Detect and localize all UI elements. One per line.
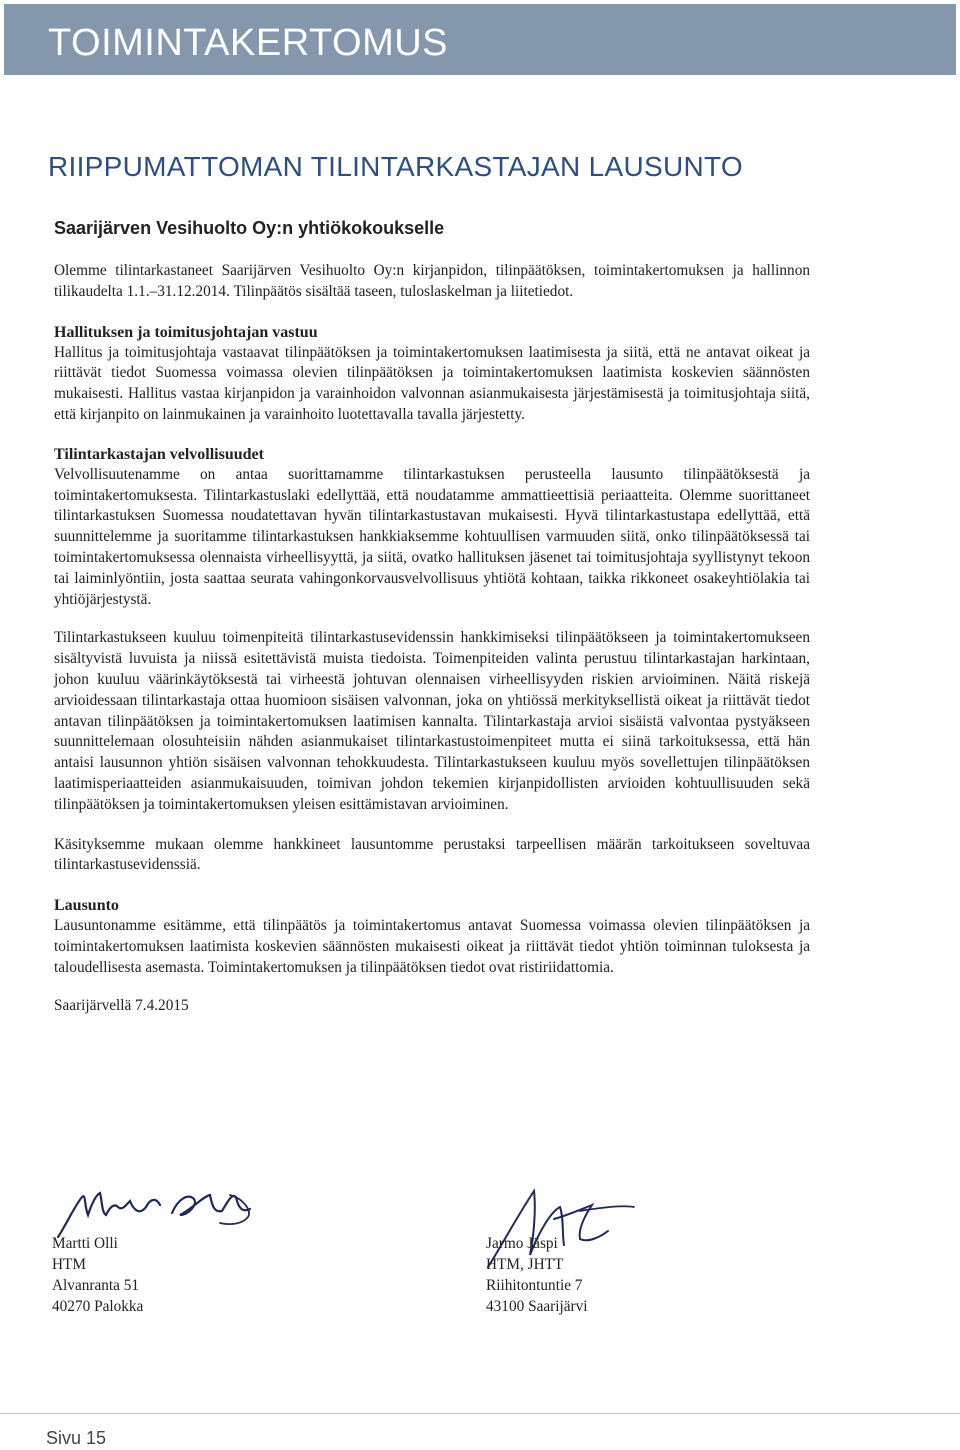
opinion-section: [54, 895, 810, 978]
signatory-postal: 40270 Palokka: [52, 1298, 144, 1315]
page-number: Sivu 15: [46, 1428, 107, 1448]
procedures-paragraph: Tilintarkastukseen kuuluu toimenpiteitä tilintarkastusevidenssin hankkimiseksi tilinpäätökseen ja toimintakertomukseen sisältyvistä luvuista ja niissä esitettävistä muista tiedoista. Toimenpiteiden valinta perustuu tilintarkastajan harkintaan, johon kuuluu väärinkäytöksestä tai virheestä johtuvan olennaisen virheellisyyden riskien arvioiminen. Näitä riskejä arvioidessaan tilintarkastaja ottaa huomioon sisäisen valvonnan, joka on yhtiössä merkityksellistä oikeat ja riittävät tiedot antavan tilinpäätöksen ja toimintakertomuksen laatimisen kannalta. Tilintarkastaja arvioi sisäistä valvontaa pystyäkseen suunnittelemaan olosuhteisiin nähden asianmukaiset tilintarkastustoimenpiteet mutta ei siinä tarkoituksessa, että hän antaisi lausunnon yhtiön sisäisen valvonnan tehokkuudesta. Tilintarkastukseen kuuluu myös sovellettujen tilinpäätöksen laatimisperiaatteiden asianmukaisuuden, toimivan johdon tekemien kirjanpidollisten arvioiden kohtuullisuuden sekä tilinpäätöksen ja toimintakertomuksen yleisen esittämistavan arvioiminen.: [54, 629, 810, 813]
place-and-date: Saarijärvellä 7.4.2015: [54, 996, 189, 1014]
signatory-title: HTM: [52, 1256, 86, 1273]
footer-divider: [0, 1413, 960, 1414]
intro-paragraph: Olemme tilintarkastaneet Saarijärven Vesihuolto Oy:n kirjanpidon, tilinpäätöksen, toimintakertomuksen ja hallinnon tilikaudelta 1.1.–31.12.2014. Tilinpäätös sisältää taseen, tuloslaskelman ja liitetiedot.: [54, 262, 810, 300]
signatory-street: Riihitontuntie 7: [486, 1277, 583, 1294]
auditor-report-document: [54, 218, 810, 1015]
auditor-duties-section: [54, 444, 810, 611]
header-bar: [4, 4, 956, 75]
signatory-postal: 43100 Saarijärvi: [486, 1298, 588, 1315]
signatory-name: Jarmo Jäspi: [486, 1235, 558, 1252]
signatory-details-olli: [52, 1233, 143, 1317]
signature-block-olli: [52, 1185, 312, 1325]
opinion-text: Lausuntonamme esitämme, että tilinpäätös ja toimintakertomus antavat Suomessa voimassa olevien tilinpäätöksen ja toimintakertomuksen laatimista koskevien säännösten mukaisesti oikeat ja riittävät tiedot yhtiön toiminnan tuloksesta ja taloudellisesta asemasta. Toimintakertomuksen ja tilinpäätöksen tiedot ovat ristiriidattomia.: [54, 917, 810, 976]
auditor-duties-title: Tilintarkastajan velvollisuudet: [54, 445, 264, 463]
board-responsibility-title: Hallituksen ja toimitusjohtajan vastuu: [54, 323, 318, 341]
signature-block-jaspi: [484, 1185, 744, 1325]
opinion-title: Lausunto: [54, 897, 119, 915]
section-title: RIIPPUMATTOMAN TILINTARKASTAJAN LAUSUNTO: [48, 151, 743, 182]
page-header-title: TOIMINTAKERTOMUS: [48, 22, 449, 64]
signatory-street: Alvanranta 51: [52, 1277, 140, 1294]
board-responsibility-text: Hallitus ja toimitusjohtaja vastaavat tilinpäätöksen ja toimintakertomuksen laatimisesta ja siitä, että ne antavat oikeat ja riittävät tiedot Suomessa voimassa olevien tilinpäätöksen ja toimintakertomuksen laatimista koskevien säännösten mukaisesti. Hallitus vastaa kirjanpidon ja varainhoidon valvonnan asianmukaisesta järjestämisestä ja toimitusjohtaja siitä, että kirjanpito on lainmukainen ja varainhoito luotettavalla tavalla järjestetty.: [54, 343, 810, 423]
board-responsibility-section: [54, 322, 810, 426]
signatory-name: Martti Olli: [52, 1235, 118, 1252]
evidence-paragraph: Käsityksemme mukaan olemme hankkineet lausuntomme perustaksi tarpeellisen määrän tarkoitukseen soveltuvaa tilintarkastusevidenssiä.: [54, 835, 810, 874]
signatures: [52, 1185, 672, 1325]
signatory-details-jaspi: [486, 1233, 588, 1317]
document-heading: Saarijärven Vesihuolto Oy:n yhtiökokoukselle: [54, 218, 445, 238]
auditor-duties-text: Velvollisuutenamme on antaa suorittamamme tilintarkastuksen perusteella lausunto tilinpäätöksestä ja toimintakertomuksesta. Tilintarkastuslaki edellyttää, että noudatamme ammattieettisiä periaatteita. Olemme suorittaneet tilintarkastuksen Suomessa noudatettavan hyvän tilintarkastustavan mukaisesti. Hyvä tilintarkastustapa edellyttää, että suunnittelemme ja suoritamme tilintarkastuksen hankkiaksemme kohtuullisen varmuuden siitä, onko tilinpäätöksessä tai toimintakertomuksessa olennaista virheellisyyttä, ja siitä, ovatko hallituksen jäsenet tai toimitusjohtaja syyllistynyt tekoon tai laiminlyöntiin, josta saattaa seurata vahingonkorvausvelvollisuus yhtiötä kohtaan, taikka rikkoneet osakeyhtiölakia tai yhtiöjärjestystä.: [54, 465, 810, 608]
signatory-title: HTM, JHTT: [486, 1256, 564, 1273]
